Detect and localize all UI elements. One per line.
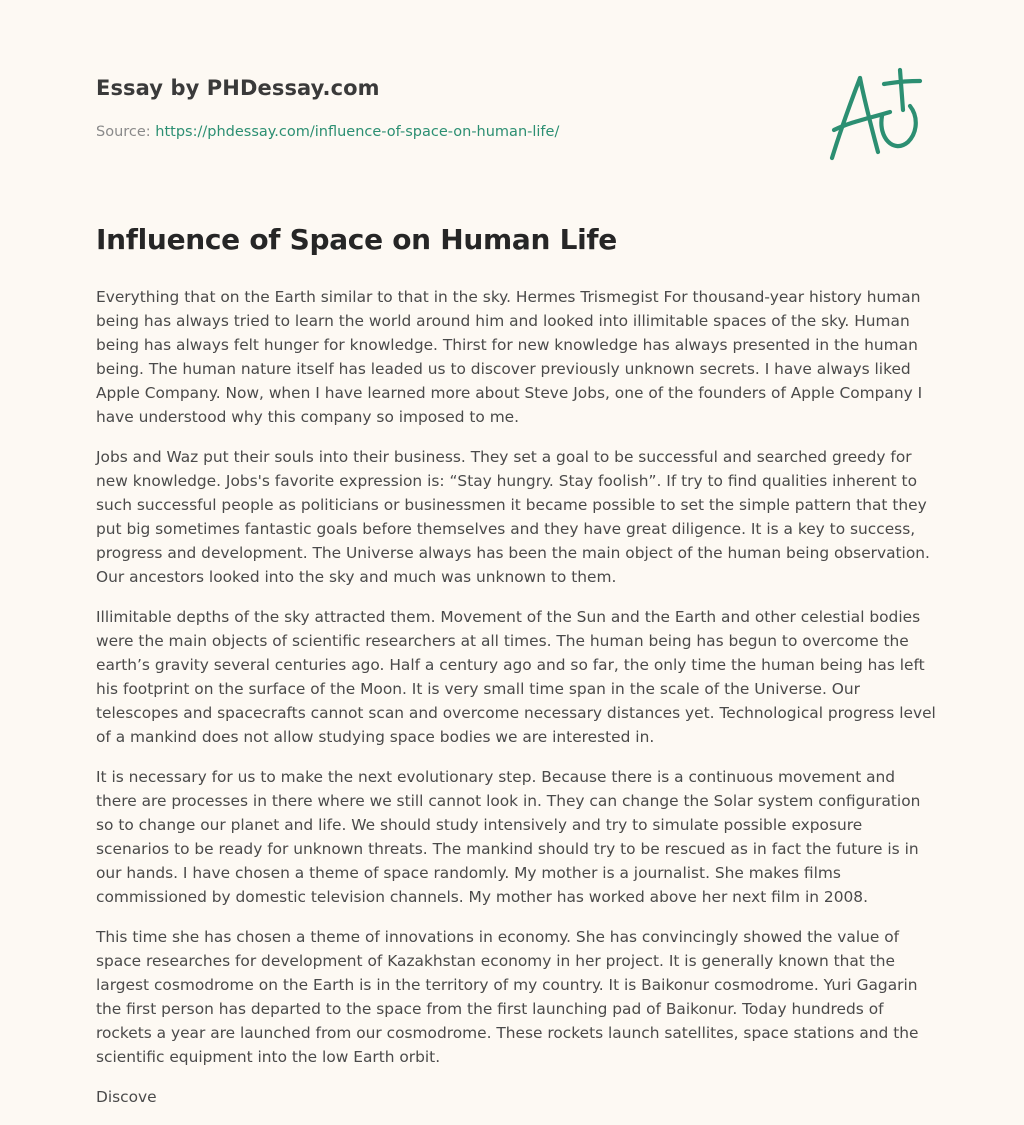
header <box>96 0 928 190</box>
site-brand: Essay by PHDessay.com <box>96 76 380 100</box>
a-plus-logo-icon <box>820 64 930 168</box>
paragraph: It is necessary for us to make the next evolutionary step. Because there is a continuous movement and there are processes in there where we still cannot look in. They can change the Solar system configuration so to change our planet and life. We should study intensively and try to simulate possible exposure scenarios to be ready for unknown threats. The mankind should try to be rescued as in fact the future is in our hands. I have chosen a theme of space randomly. My mother is a journalist. She makes films commissioned by domestic television channels. My mother has worked above her next film in 2008. <box>96 768 921 906</box>
article-body <box>96 285 936 1125</box>
source-label: Source: <box>96 124 151 140</box>
paragraph: This time she has chosen a theme of innovations in economy. She has convincingly showed the value of space researches for development of Kazakhstan economy in her project. It is generally known that the largest cosmodrome on the Earth is in the territory of my country. It is Baikonur cosmodrome. Yuri Gagarin the first person has departed to the space from the first launching pad of Baikonur. Today hundreds of rockets a year are launched from our cosmodrome. These rockets launch satellites, space stations and the scientific equipment into the low Earth orbit. <box>96 928 919 1066</box>
source-line <box>96 124 559 140</box>
source-link[interactable]: https://phdessay.com/influence-of-space-on-human-life/ <box>155 124 560 140</box>
article-title: Influence of Space on Human Life <box>96 223 617 256</box>
paragraph: Everything that on the Earth similar to that in the sky. Hermes Trismegist For thousand-year history human being has always tried to learn the world around him and looked into illimitable spaces of the sky. Human being has always felt hunger for knowledge. Thirst for new knowledge has always presented in the human being. The human nature itself has leaded us to discover previously unknown secrets. I have always liked Apple Company. Now, when I have learned more about Steve Jobs, one of the founders of Apple Company I have understood why this company so imposed to me. <box>96 288 923 426</box>
paragraph: Illimitable depths of the sky attracted them. Movement of the Sun and the Earth and other celestial bodies were the main objects of scientific researchers at all times. The human being has begun to overcome the earth’s gravity several centuries ago. Half a century ago and so far, the only time the human being has left his footprint on the surface of the Moon. It is very small time span in the scale of the Universe. Our telescopes and spacecrafts cannot scan and overcome necessary distances yet. Technological progress level of a mankind does not allow studying space bodies we are interested in. <box>96 608 936 746</box>
trailing-text: Discove <box>96 1088 157 1106</box>
paragraph: Jobs and Waz put their souls into their business. They set a goal to be successful and searched greedy for new knowledge. Jobs's favorite expression is: “Stay hungry. Stay foolish”. If try to find qualities inherent to such successful people as politicians or businessmen it became possible to set the simple pattern that they put big sometimes fantastic goals before themselves and they have great diligence. It is a key to success, progress and development. The Universe always has been the main object of the human being observation. Our ancestors looked into the sky and much was unknown to them. <box>96 448 930 586</box>
